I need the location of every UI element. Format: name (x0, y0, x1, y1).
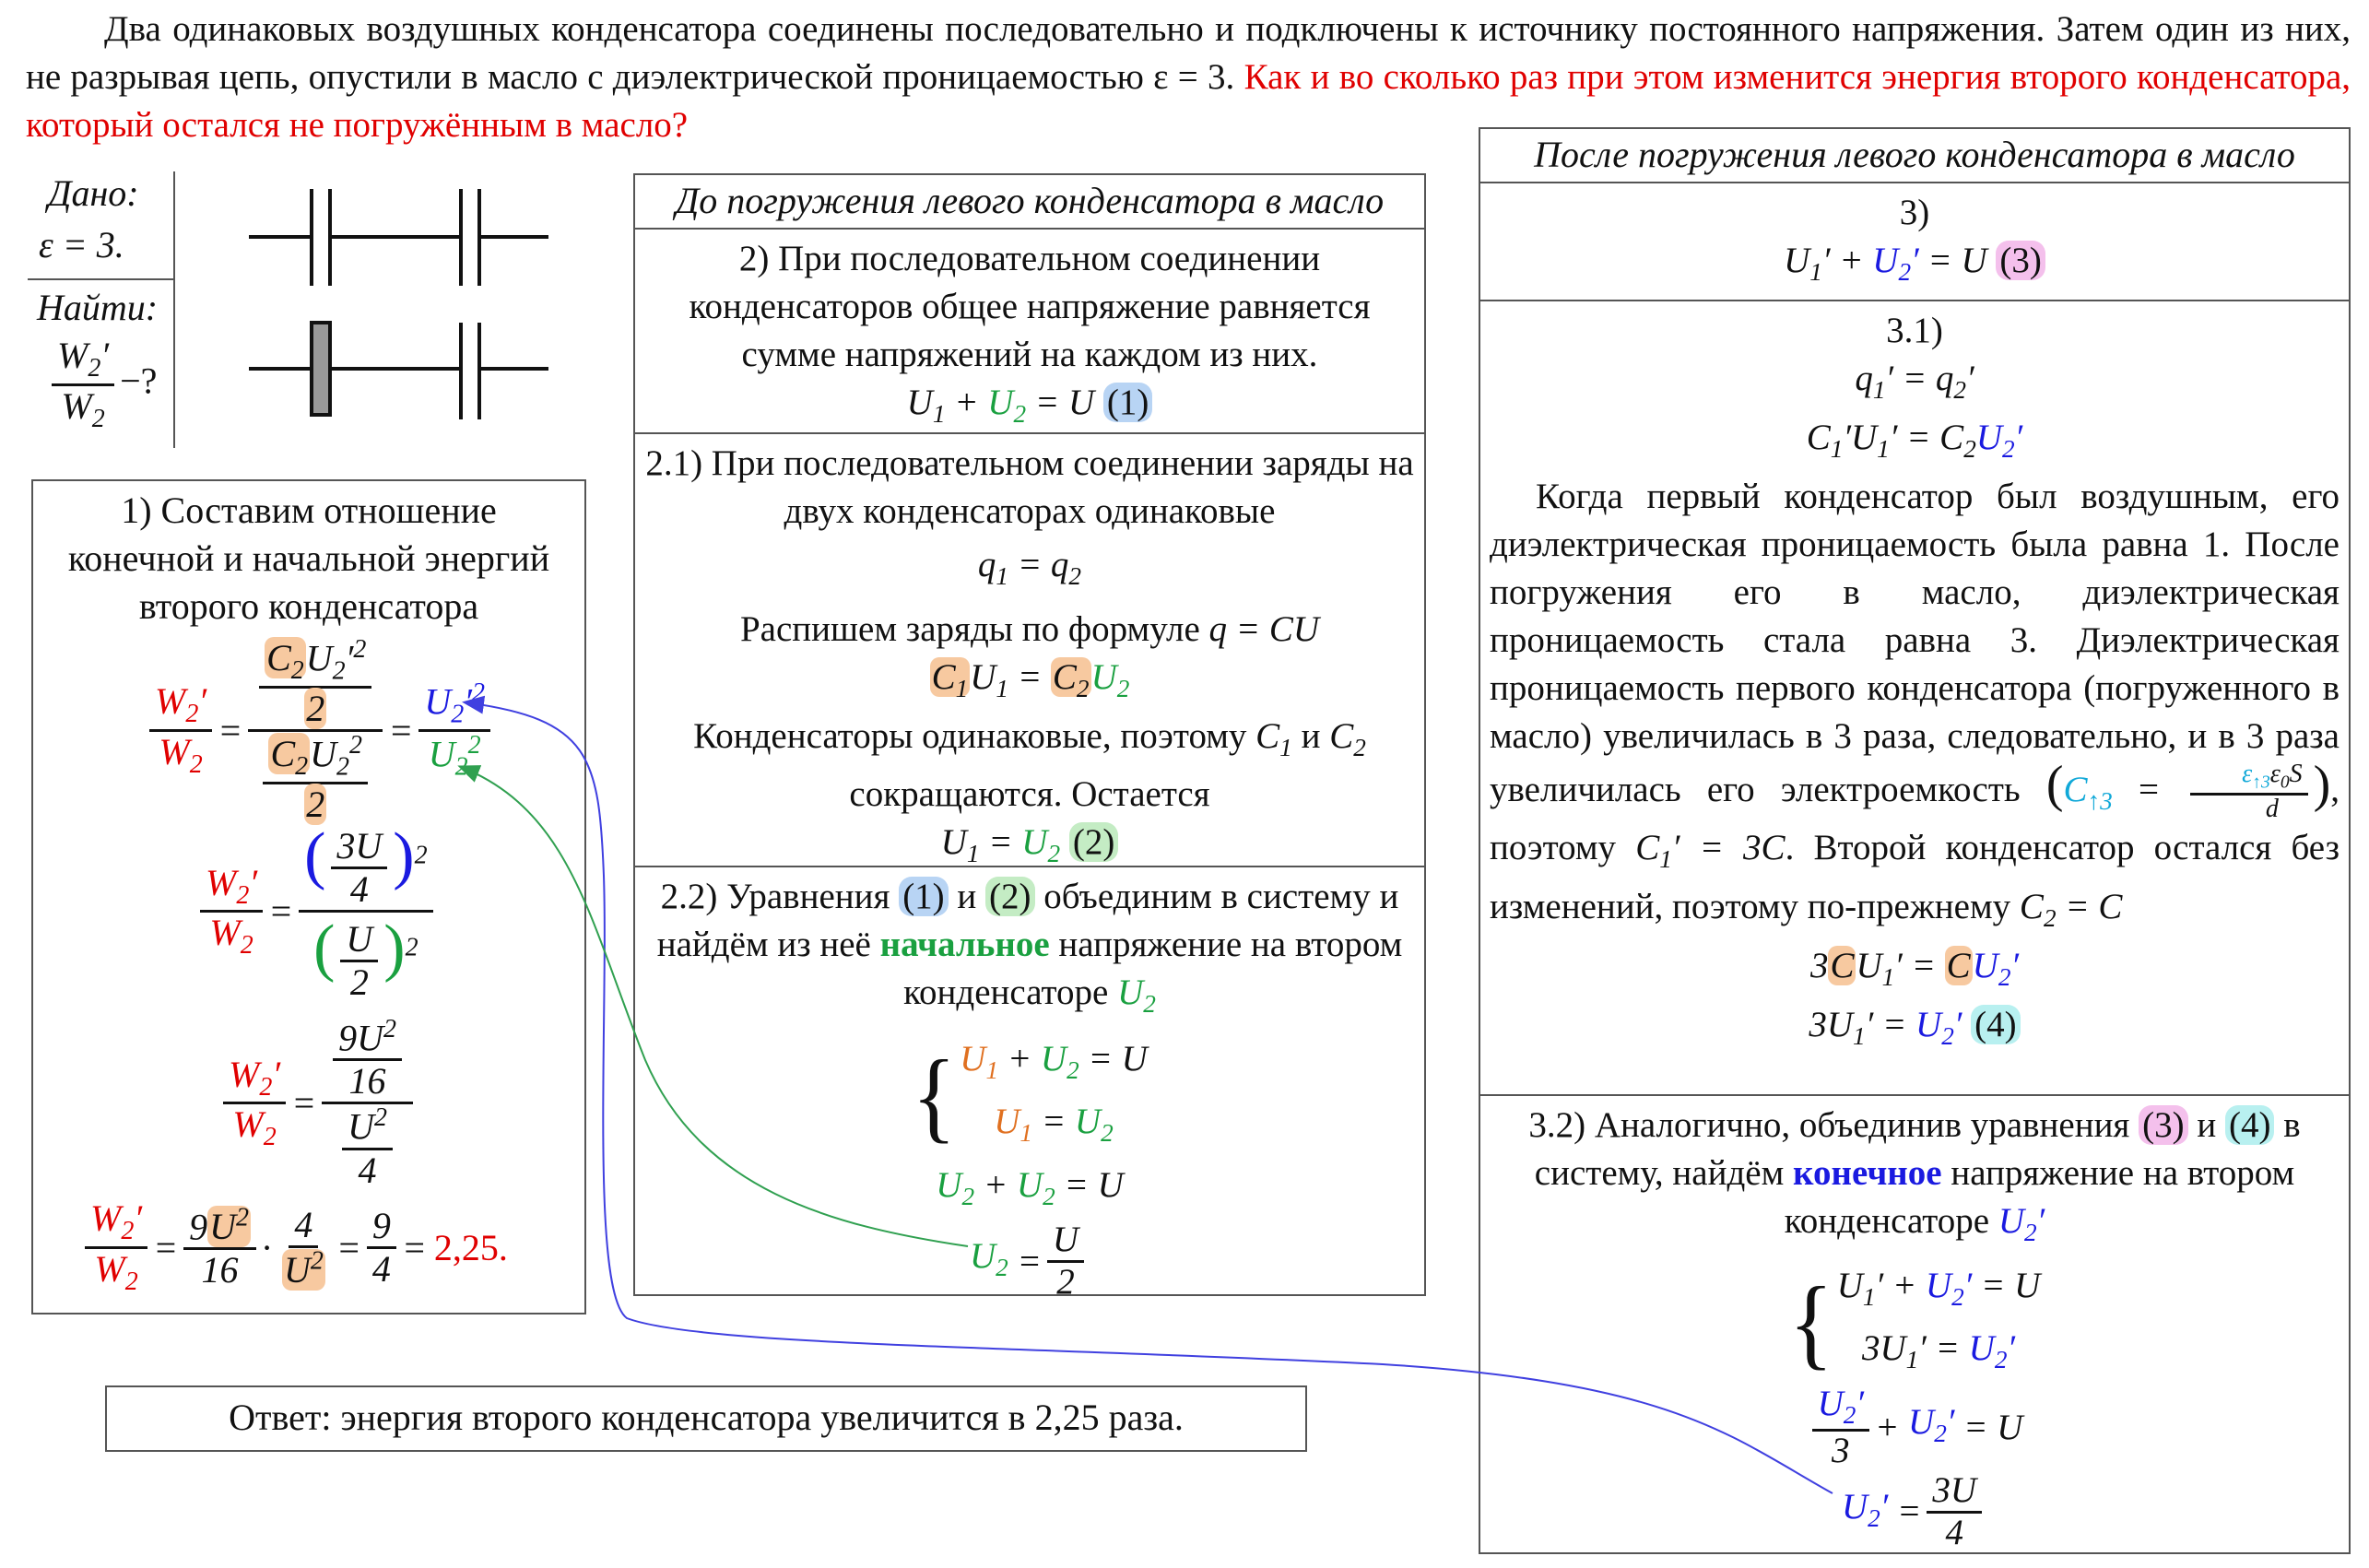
step3-title: 3) (1899, 193, 1930, 232)
step31-cell (1480, 301, 2349, 1096)
step21-text3: сокращаются. Остается (849, 774, 1210, 815)
eq-q-prime: $q_1' = q_2'$ (1855, 359, 1974, 404)
after-header: После погружения левого конденсатора в масло (1480, 129, 2349, 183)
ratio-eq2: $\frac{W_2'}{W_2}$ = ( $\frac{3U}{4}$ )$^2$ ( $\frac{U}{2}$ )$^2$ (194, 820, 439, 1003)
eq-3cu: $3CU_1' = CU_2'$ (1809, 945, 2020, 991)
step2-cell (635, 230, 1424, 434)
after-box (1479, 127, 2351, 1554)
system-before: { $U_1 + U_2 = U$ $U_1 = U_2$ (912, 1038, 1148, 1152)
eq-1: $U_1 + U_2 = U$ (1) (644, 379, 1415, 438)
step1-box (31, 479, 586, 1315)
eq-cu: $C_1U_1 = C_2U_2$ (931, 656, 1130, 702)
system-after: { $U_1' + U_2' = U$ $3U_1' = U_2'$ (1788, 1265, 2041, 1379)
step22-cell (635, 867, 1424, 1308)
eq-cu-prime: $C_1'U_1' = C_2U_2'$ (1806, 417, 2023, 463)
eq-u2-prime: $U_2'$ = $\frac{3U}{4}$ (1490, 1471, 2340, 1553)
step21-text2: Конденсаторы одинаковые, поэтому $C_1$ и $C_2$ (693, 715, 1366, 761)
eq-4: $3U_1' = U_2'$ (4) (1490, 1001, 2340, 1060)
before-header: До погружения левого конденсатора в масло (635, 175, 1424, 230)
eq-u2: $U_2$ = $\frac{U}{2}$ (644, 1220, 1415, 1303)
ratio-eq4: $\frac{W_2'}{W_2}$ = $\frac{9U^2}{16}$ · $\frac{4}{U^2}$ = $\frac{9}{4}$ = 2,25. (79, 1198, 508, 1297)
result-value: 2,25. (433, 1226, 508, 1268)
answer-text: Ответ: энергия второго конденсатора увеличится в 2,25 раза. (229, 1397, 1184, 1438)
eq-q: $q_1 = q_2$ (977, 545, 1082, 590)
ratio-eq1: $\frac{W_2'}{W_2}$ = $\frac{\frac{C_2U_2'^2}{2}}{\frac{C_2U_2^2}{2}}$ = $\frac{U_2'^2}{U_2^2}$ (144, 636, 496, 825)
circuit-oil (249, 323, 548, 419)
step21-cell (635, 434, 1424, 867)
eq-sub: $\frac{U_2'}{3}$ + $U_2'$ = U (1490, 1385, 2340, 1471)
circuit-air (249, 189, 548, 286)
problem-question: Как и во сколько раз при этом изменится энергия второго конденсатора, который остался не погружённым в масло? (26, 57, 2351, 145)
step21-text: 2.1) При последовательном соединении заряды на двух конденсаторах одинаковые (645, 443, 1414, 531)
step22-text: 2.2) Уравнения (1) и (2) объединим в систему и найдём из неё начальное напряжение на втором конденсаторе $U_2$ (656, 877, 1403, 1018)
step32-cell (1480, 1096, 2349, 1559)
circuit-diagram (240, 184, 562, 424)
dano-value: ε = 3. (39, 224, 124, 265)
find-ratio: $\frac{W_2'}{W_2}$ −? (46, 336, 157, 434)
eq-2: $U_1 = U_2$ (2) (644, 819, 1415, 878)
step31-para: Когда первый конденсатор был воздушным, его диэлектрическая проницаемость была равна 1. После погружения его в масло, диэлектрическая проницаемость стала равна 3. Диэлектрическая проницаемость первого конденсатора (погруженного в масло) увеличилась в 3 раза, следовательно, и в 3 раза увеличилась его электроемкость ($C_{↑3}$ = $\frac{\varepsilon_{↑3}\varepsilon_0S}{d}$ ), поэтому $C_1' = 3C$. Второй конденсатор остался без изменений, поэтому по-прежнему $C_2 = C$ (1490, 476, 2340, 932)
step21-formula: Распишем заряды по формуле q = CU (739, 608, 1320, 649)
answer-box (105, 1385, 1307, 1452)
step3-cell (1480, 183, 2349, 301)
step2-text: 2) При последовательном соединении конденсаторов общее напряжение равняется сумме напряжений на каждом из них. (689, 239, 1371, 374)
step32-text: 3.2) Аналогично, объединив уравнения (3) и (4) в систему, найдём конечное напряжение на втором конденсаторе $U_2'$ (1528, 1105, 2301, 1246)
problem-text: Два одинаковых воздушных конденсатора соединены последовательно и подключены к источнику постоянного напряжения. Затем один из них, не разрывая цепь, опустили в масло с диэлектрической проницаемостью ε = 3. (26, 9, 2351, 97)
ratio-eq3: $\frac{W_2'}{W_2}$ = $\frac{\frac{9U^2}{16}}{\frac{U^2}{4}}$ (218, 1016, 418, 1191)
dano-label: Дано: (48, 172, 139, 214)
find-label: Найти: (37, 287, 159, 328)
eq-3: $U_1' + U_2' = U$ (3) (1490, 237, 2340, 296)
eq-2u2: $U_2 + U_2 = U$ (936, 1165, 1124, 1211)
step1-text: 1) Составим отношение конечной и начальной энергий второго конденсатора (67, 489, 550, 627)
given-block (28, 171, 175, 448)
before-box (633, 173, 1426, 1303)
step31-title: 3.1) (1886, 311, 1943, 350)
